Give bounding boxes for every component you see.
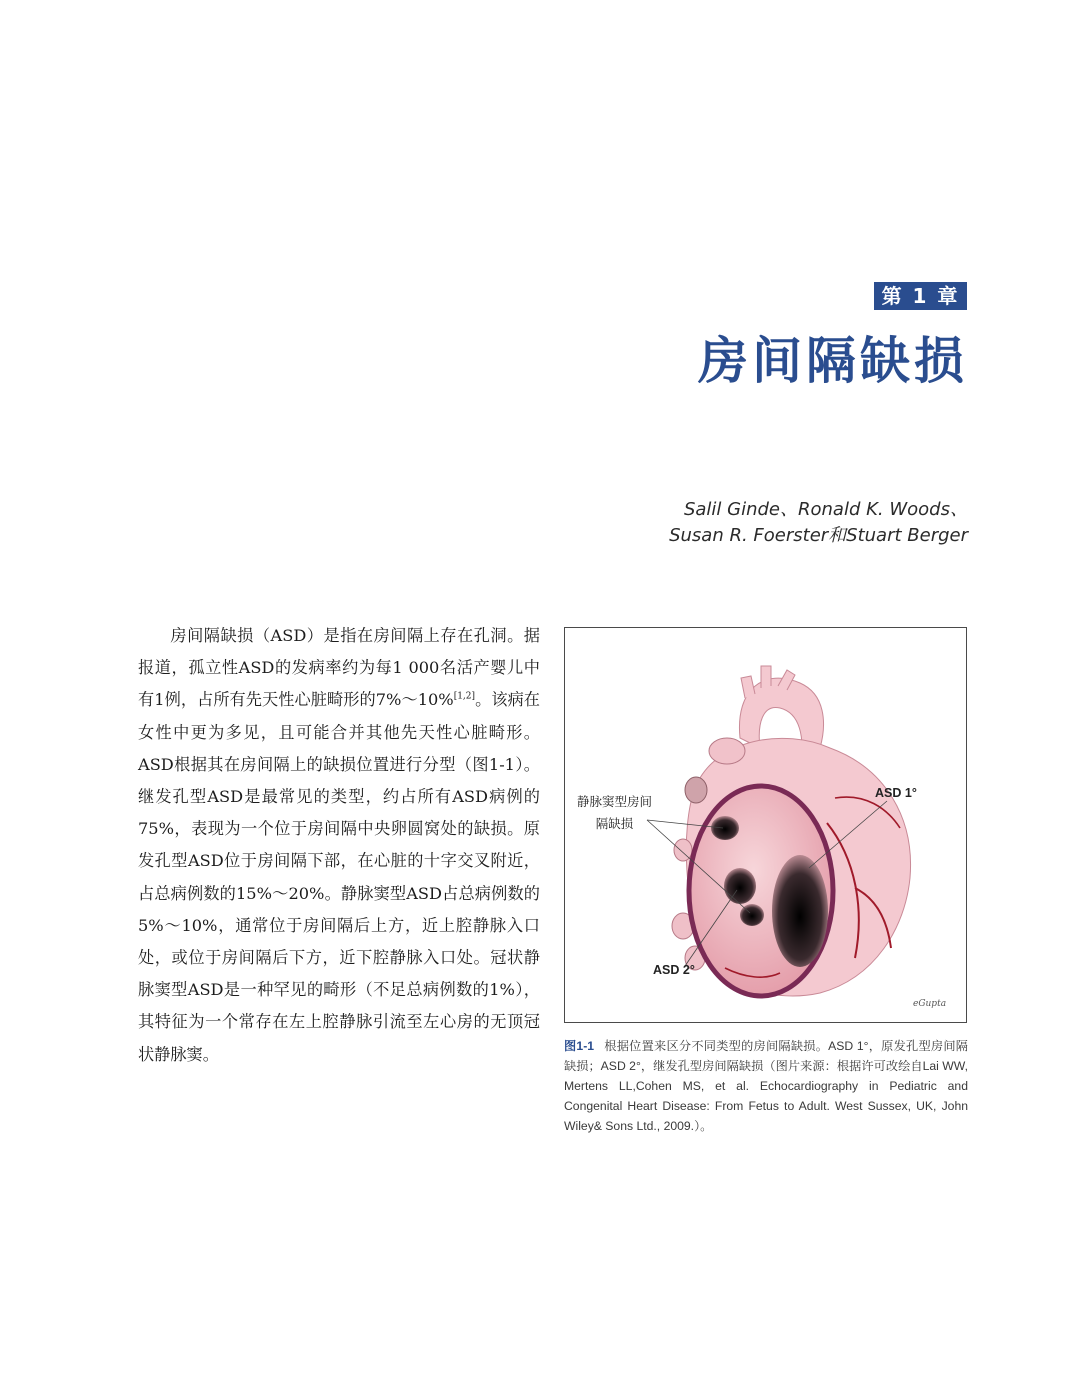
label-sinus-venosus-line-1: 静脉窦型房间 <box>577 795 653 809</box>
body-text-part-1: 房间隔缺损（ASD）是指在房间隔上存在孔洞。据报道，孤立性ASD的发病率约为每1 000名活产婴儿中有1例，占所有先天性心脏畸形的7%～10% <box>138 626 540 710</box>
label-asd-2: ASD 2° <box>653 963 695 977</box>
authors-line-1: Salil Ginde、Ronald K. Woods、 <box>683 499 968 520</box>
chapter-title: 房间隔缺损 <box>698 332 968 390</box>
asd-1-defect <box>772 855 828 967</box>
authors-line-2: Susan R. Foerster和Stuart Berger <box>669 525 968 546</box>
pulmonary-vein-1 <box>685 777 707 803</box>
asd-2-defect <box>724 868 756 904</box>
body-paragraph <box>138 620 540 1071</box>
caption-text: 根据位置来区分不同类型的房间隔缺损。ASD 1°，原发孔型房间隔缺损；ASD 2°，继发孔型房间隔缺损（图片来源：根据许可改绘自Lai WW, Mertens LL,Cohen MS, et al. Echocardiography in Pediatric and Congenital Heart Disease: From Fetus to Adult. West Sussex, UK, John Wiley& Sons Ltd., 2009.）。 <box>564 1039 968 1133</box>
sinus-venosus-defect-superior <box>711 816 739 840</box>
citation: [1,2] <box>453 692 476 703</box>
svc-vessel <box>709 738 745 764</box>
figure-1-1 <box>564 627 967 1023</box>
figure-caption <box>564 1036 968 1136</box>
label-sinus-venosus-line-2: 隔缺损 <box>595 817 634 831</box>
illustrator-signature: eGupta <box>913 999 947 1009</box>
label-sinus-venosus <box>577 791 652 835</box>
label-asd-1: ASD 1° <box>875 786 917 800</box>
body-text-part-2: 。该病在女性中更为多见，且可能合并其他先天性心脏畸形。ASD根据其在房间隔上的缺损位置进行分型（图1-1）。继发孔型ASD是最常见的类型，约占所有ASD病例的75%，表现为一个位于房间隔中央卵圆窝处的缺损。原发孔型ASD位于房间隔下部，在心脏的十字交叉附近，占总病例数的15%～20%。静脉窦型ASD占总病例数的5%～10%，通常位于房间隔后上方，近上腔静脉入口处，或位于房间隔后下方，近下腔静脉入口处。冠状静脉窦型ASD是一种罕见的畸形（不足总病例数的1%），其特征为一个常存在左上腔静脉引流至左心房的无顶冠状静脉窦。 <box>138 690 540 1064</box>
chapter-number-label: 第 1 章 <box>874 282 967 310</box>
figure-number: 图1-1 <box>564 1039 595 1053</box>
authors <box>669 497 968 549</box>
